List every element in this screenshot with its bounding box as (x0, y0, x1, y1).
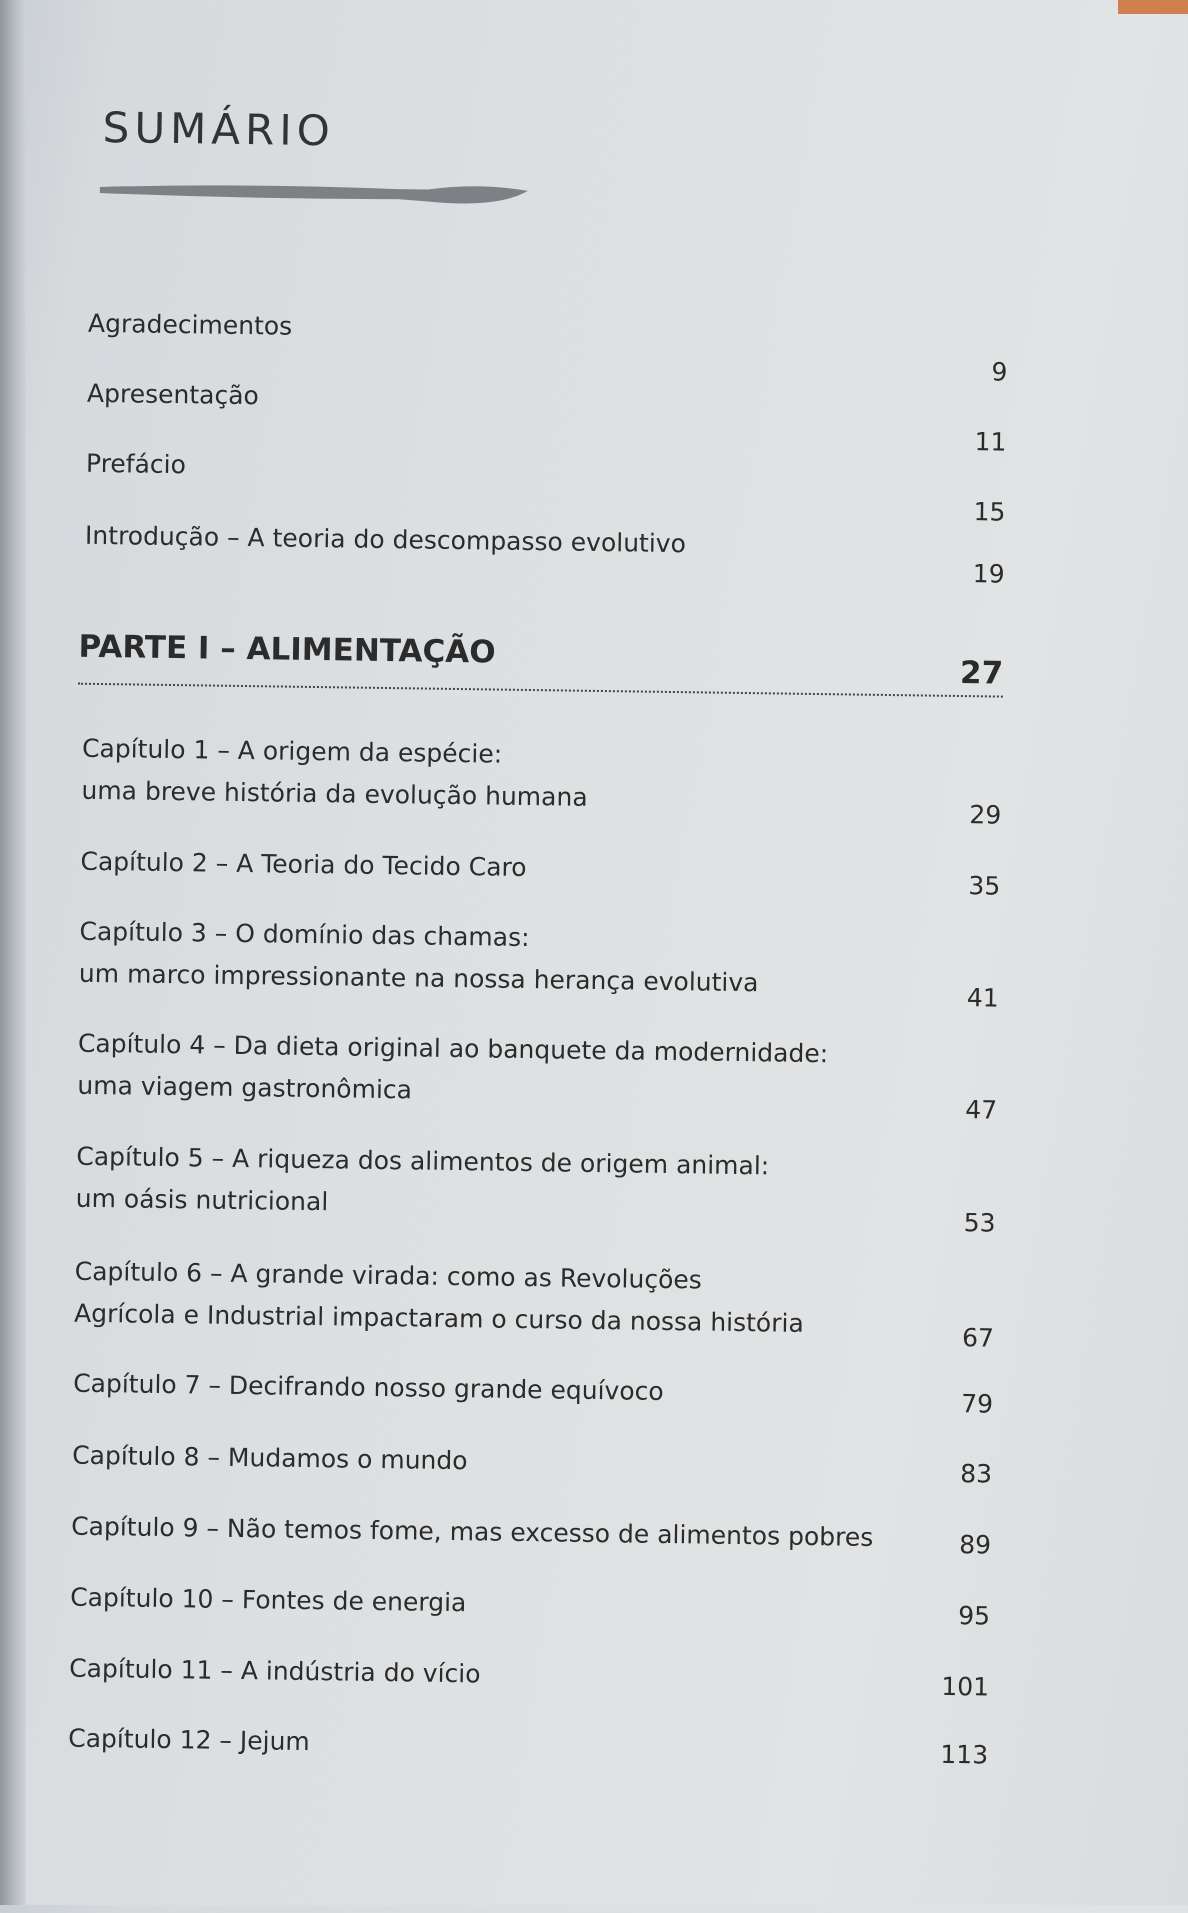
chapter-entry[interactable]: Capítulo 9 – Não temos fome, mas excesso de alimentos pobres 89 (71, 1506, 991, 1561)
page-number: 79 (960, 1389, 994, 1419)
page-number: 83 (960, 1459, 993, 1489)
spoon-divider-icon (98, 173, 539, 219)
page-number: 27 (959, 655, 1004, 692)
chapter-entry[interactable]: Capítulo 2 – A Teoria do Tecido Caro 35 (80, 841, 1000, 896)
chapter-entry[interactable]: Capítulo 10 – Fontes de energia 95 (70, 1577, 990, 1632)
page-number: 101 (941, 1671, 990, 1702)
page-number: 35 (968, 871, 1001, 901)
part-heading[interactable]: PARTE I – ALIMENTAÇÃO 27 (78, 628, 1004, 692)
chapter-entry[interactable]: Capítulo 11 – A indústria do vício 101 (69, 1648, 989, 1703)
page-number: 47 (965, 1095, 998, 1125)
page-title: SUMÁRIO (102, 102, 336, 156)
chapter-entry[interactable]: Capítulo 7 – Decifrando nosso grande equívoco 79 (73, 1363, 993, 1418)
chapter-entry[interactable]: Capítulo 12 – Jejum 113 (68, 1718, 988, 1773)
chapter-entry[interactable]: Capítulo 6 – A grande virada: como as Revoluções Agrícola e Industrial impactaram o curso da nossa história 67 (74, 1251, 995, 1348)
page-number: 19 (972, 559, 1005, 589)
toc-entry[interactable]: Agradecimentos 9 (88, 303, 1008, 358)
page-number: 11 (974, 427, 1007, 457)
chapter-entry[interactable]: Capítulo 1 – A origem da espécie: uma breve história da evolução humana 29 (81, 728, 1002, 825)
page-number: 89 (959, 1530, 992, 1560)
chapter-entry[interactable]: Capítulo 3 – O domínio das chamas: um marco impressionante na nossa herança evolutiva 41 (79, 911, 1000, 1008)
chapter-entry[interactable]: Capítulo 8 – Mudamos o mundo 83 (72, 1435, 992, 1490)
chapter-entry[interactable]: Capítulo 4 – Da dieta original ao banquete da modernidade: uma viagem gastronômica 47 (77, 1023, 998, 1120)
page-number: 29 (969, 800, 1002, 830)
page-number: 67 (961, 1323, 995, 1353)
toc-entry[interactable]: Introdução – A teoria do descompasso evolutivo 19 (85, 515, 1005, 570)
toc-entry[interactable]: Apresentação 11 (87, 373, 1007, 428)
page-number: 41 (966, 983, 999, 1013)
page-number: 95 (958, 1601, 991, 1631)
page-number: 9 (991, 357, 1008, 387)
page-number: 53 (963, 1208, 996, 1238)
page-number: 15 (973, 497, 1006, 527)
toc-entry[interactable]: Prefácio 15 (86, 443, 1006, 498)
dotted-divider (78, 683, 1003, 698)
page-number: 113 (940, 1739, 989, 1770)
chapter-entry[interactable]: Capítulo 5 – A riqueza dos alimentos de origem animal: um oásis nutricional 53 (75, 1136, 996, 1233)
